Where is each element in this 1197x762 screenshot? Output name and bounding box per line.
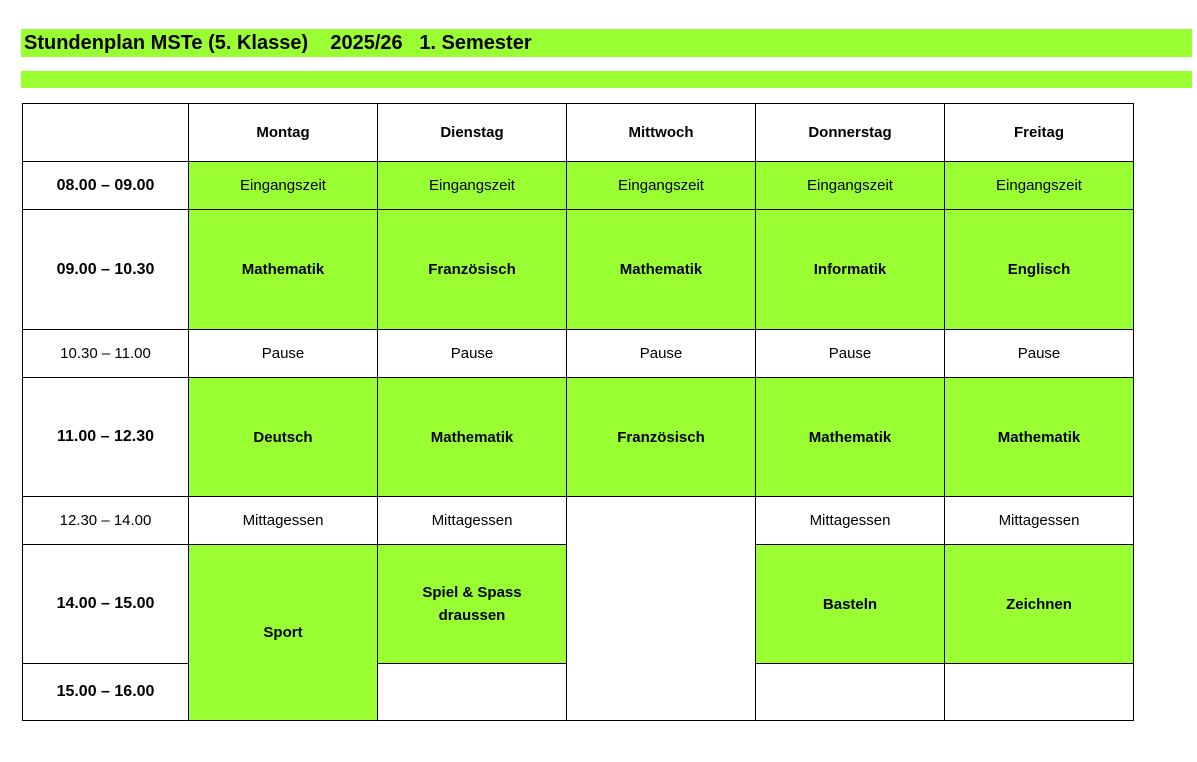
time-label: 11.00 – 12.30 [23,378,189,497]
timetable [22,103,1134,721]
row-pause [23,330,1134,378]
row-eingang [23,162,1134,210]
cell-block1-dienstag: Französisch [378,210,567,330]
cell-block2-freitag: Mathematik [945,378,1134,497]
cell-eingang-montag: Eingangszeit [189,162,378,210]
cell-afternoon-freitag: Zeichnen [945,545,1134,664]
cell-eingang-freitag: Eingangszeit [945,162,1134,210]
cell-pause-freitag: Pause [945,330,1134,378]
cell-eingang-mittwoch: Eingangszeit [567,162,756,210]
title-bar [21,29,1192,57]
day-header-dienstag: Dienstag [378,104,567,162]
corner-cell [23,104,189,162]
cell-afternoon-dienstag-line2: draussen [438,607,506,624]
cell-block1-mittwoch: Mathematik [567,210,756,330]
cell-empty-donnerstag [756,664,945,721]
cell-pause-donnerstag: Pause [756,330,945,378]
time-label: 14.00 – 15.00 [23,545,189,664]
cell-mittag-freitag: Mittagessen [945,497,1134,545]
cell-block2-mittwoch: Französisch [567,378,756,497]
cell-block1-montag: Mathematik [189,210,378,330]
cell-pause-dienstag: Pause [378,330,567,378]
row-block2 [23,378,1134,497]
page-title: Stundenplan MSTe (5. Klasse) 2025/26 1. Semester [24,32,532,54]
header-row [23,104,1134,162]
cell-empty-dienstag [378,664,567,721]
cell-eingang-dienstag: Eingangszeit [378,162,567,210]
time-label: 12.30 – 14.00 [23,497,189,545]
cell-mittag-donnerstag: Mittagessen [756,497,945,545]
cell-mittag-montag: Mittagessen [189,497,378,545]
cell-mittag-dienstag: Mittagessen [378,497,567,545]
time-label: 15.00 – 16.00 [23,664,189,721]
cell-block2-montag: Deutsch [189,378,378,497]
cell-block1-freitag: Englisch [945,210,1134,330]
cell-afternoon-dienstag-line1: Spiel & Spass [422,584,522,601]
cell-mittwoch-afternoon-empty [567,497,756,721]
row-mittag [23,497,1134,545]
time-label: 10.30 – 11.00 [23,330,189,378]
day-header-montag: Montag [189,104,378,162]
day-header-donnerstag: Donnerstag [756,104,945,162]
cell-block2-donnerstag: Mathematik [756,378,945,497]
cell-empty-freitag [945,664,1134,721]
time-label: 09.00 – 10.30 [23,210,189,330]
cell-block1-donnerstag: Informatik [756,210,945,330]
day-header-mittwoch: Mittwoch [567,104,756,162]
cell-afternoon-montag: Sport [189,545,378,721]
cell-afternoon-donnerstag: Basteln [756,545,945,664]
cell-eingang-donnerstag: Eingangszeit [756,162,945,210]
row-block1 [23,210,1134,330]
decorative-green-bar [21,71,1192,88]
cell-block2-dienstag: Mathematik [378,378,567,497]
cell-pause-mittwoch: Pause [567,330,756,378]
time-label: 08.00 – 09.00 [23,162,189,210]
cell-afternoon-dienstag [378,545,567,664]
cell-pause-montag: Pause [189,330,378,378]
day-header-freitag: Freitag [945,104,1134,162]
